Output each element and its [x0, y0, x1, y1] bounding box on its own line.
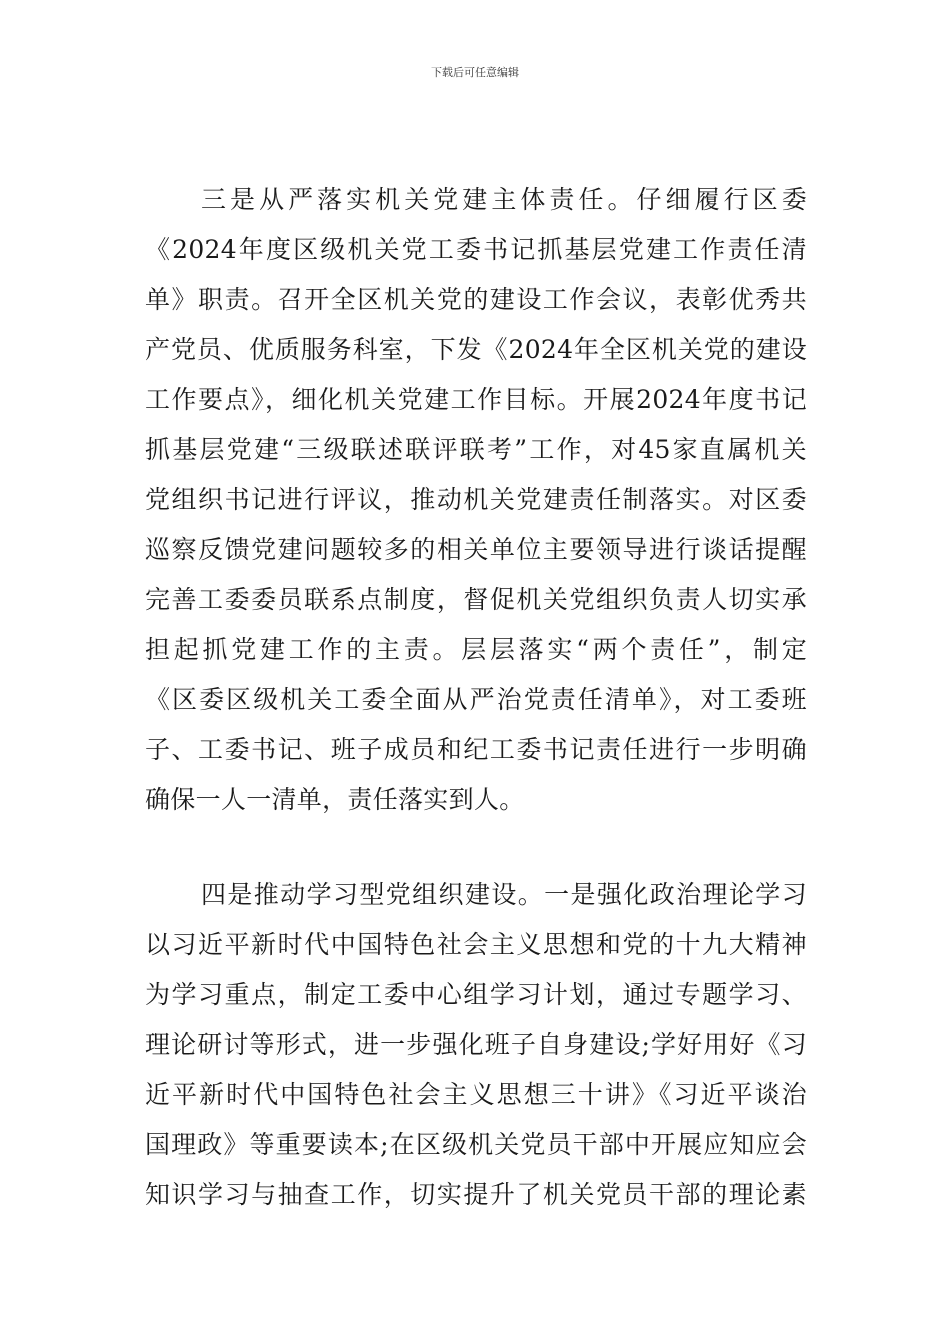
text-line: 知识学习与抽查工作，切实提升了机关党员干部的理论素: [145, 1180, 807, 1209]
text-line: 四是推动学习型党组织建设。一是强化政治理论学习: [201, 880, 807, 909]
text-line: 担起抓党建工作的主责。层层落实“两个责任”，制定: [145, 635, 807, 664]
text-line: 确保一人一清单，责任落实到人。: [145, 785, 525, 814]
page-header: 下载后可任意编辑: [431, 66, 519, 79]
text-line: 《2024年度区级机关党工委书记抓基层党建工作责任清: [145, 235, 807, 264]
text-line: 产党员、优质服务科室，下发《2024年全区机关党的建设: [145, 335, 807, 364]
text-line: 完善工委委员联系点制度，督促机关党组织负责人切实承: [145, 585, 807, 614]
text-line: 子、工委书记、班子成员和纪工委书记责任进行一步明确: [145, 735, 807, 764]
text-line: 单》职责。召开全区机关党的建设工作会议，表彰优秀共: [145, 285, 807, 314]
text-line: 以习近平新时代中国特色社会主义思想和党的十九大精神: [145, 930, 807, 959]
text-line: 国理政》等重要读本;在区级机关党员干部中开展应知应会: [145, 1130, 807, 1159]
text-line: 工作要点》，细化机关党建工作目标。开展2024年度书记: [145, 385, 807, 414]
text-line: 抓基层党建“三级联述联评联考”工作，对45家直属机关: [145, 435, 807, 464]
paragraph-1: [145, 175, 807, 825]
text-line: 巡察反馈党建问题较多的相关单位主要领导进行谈话提醒: [145, 535, 807, 564]
text-line: 理论研讨等形式，进一步强化班子自身建设;学好用好《习: [145, 1030, 807, 1059]
text-line: 近平新时代中国特色社会主义思想三十讲》《习近平谈治: [145, 1080, 807, 1109]
text-line: 三是从严落实机关党建主体责任。仔细履行区委: [201, 185, 807, 214]
text-line: 《区委区级机关工委全面从严治党责任清单》，对工委班: [145, 685, 807, 714]
paragraph-2: [145, 870, 807, 1220]
text-line: 党组织书记进行评议，推动机关党建责任制落实。对区委: [145, 485, 807, 514]
text-line: 为学习重点，制定工委中心组学习计划，通过专题学习、: [145, 980, 807, 1009]
